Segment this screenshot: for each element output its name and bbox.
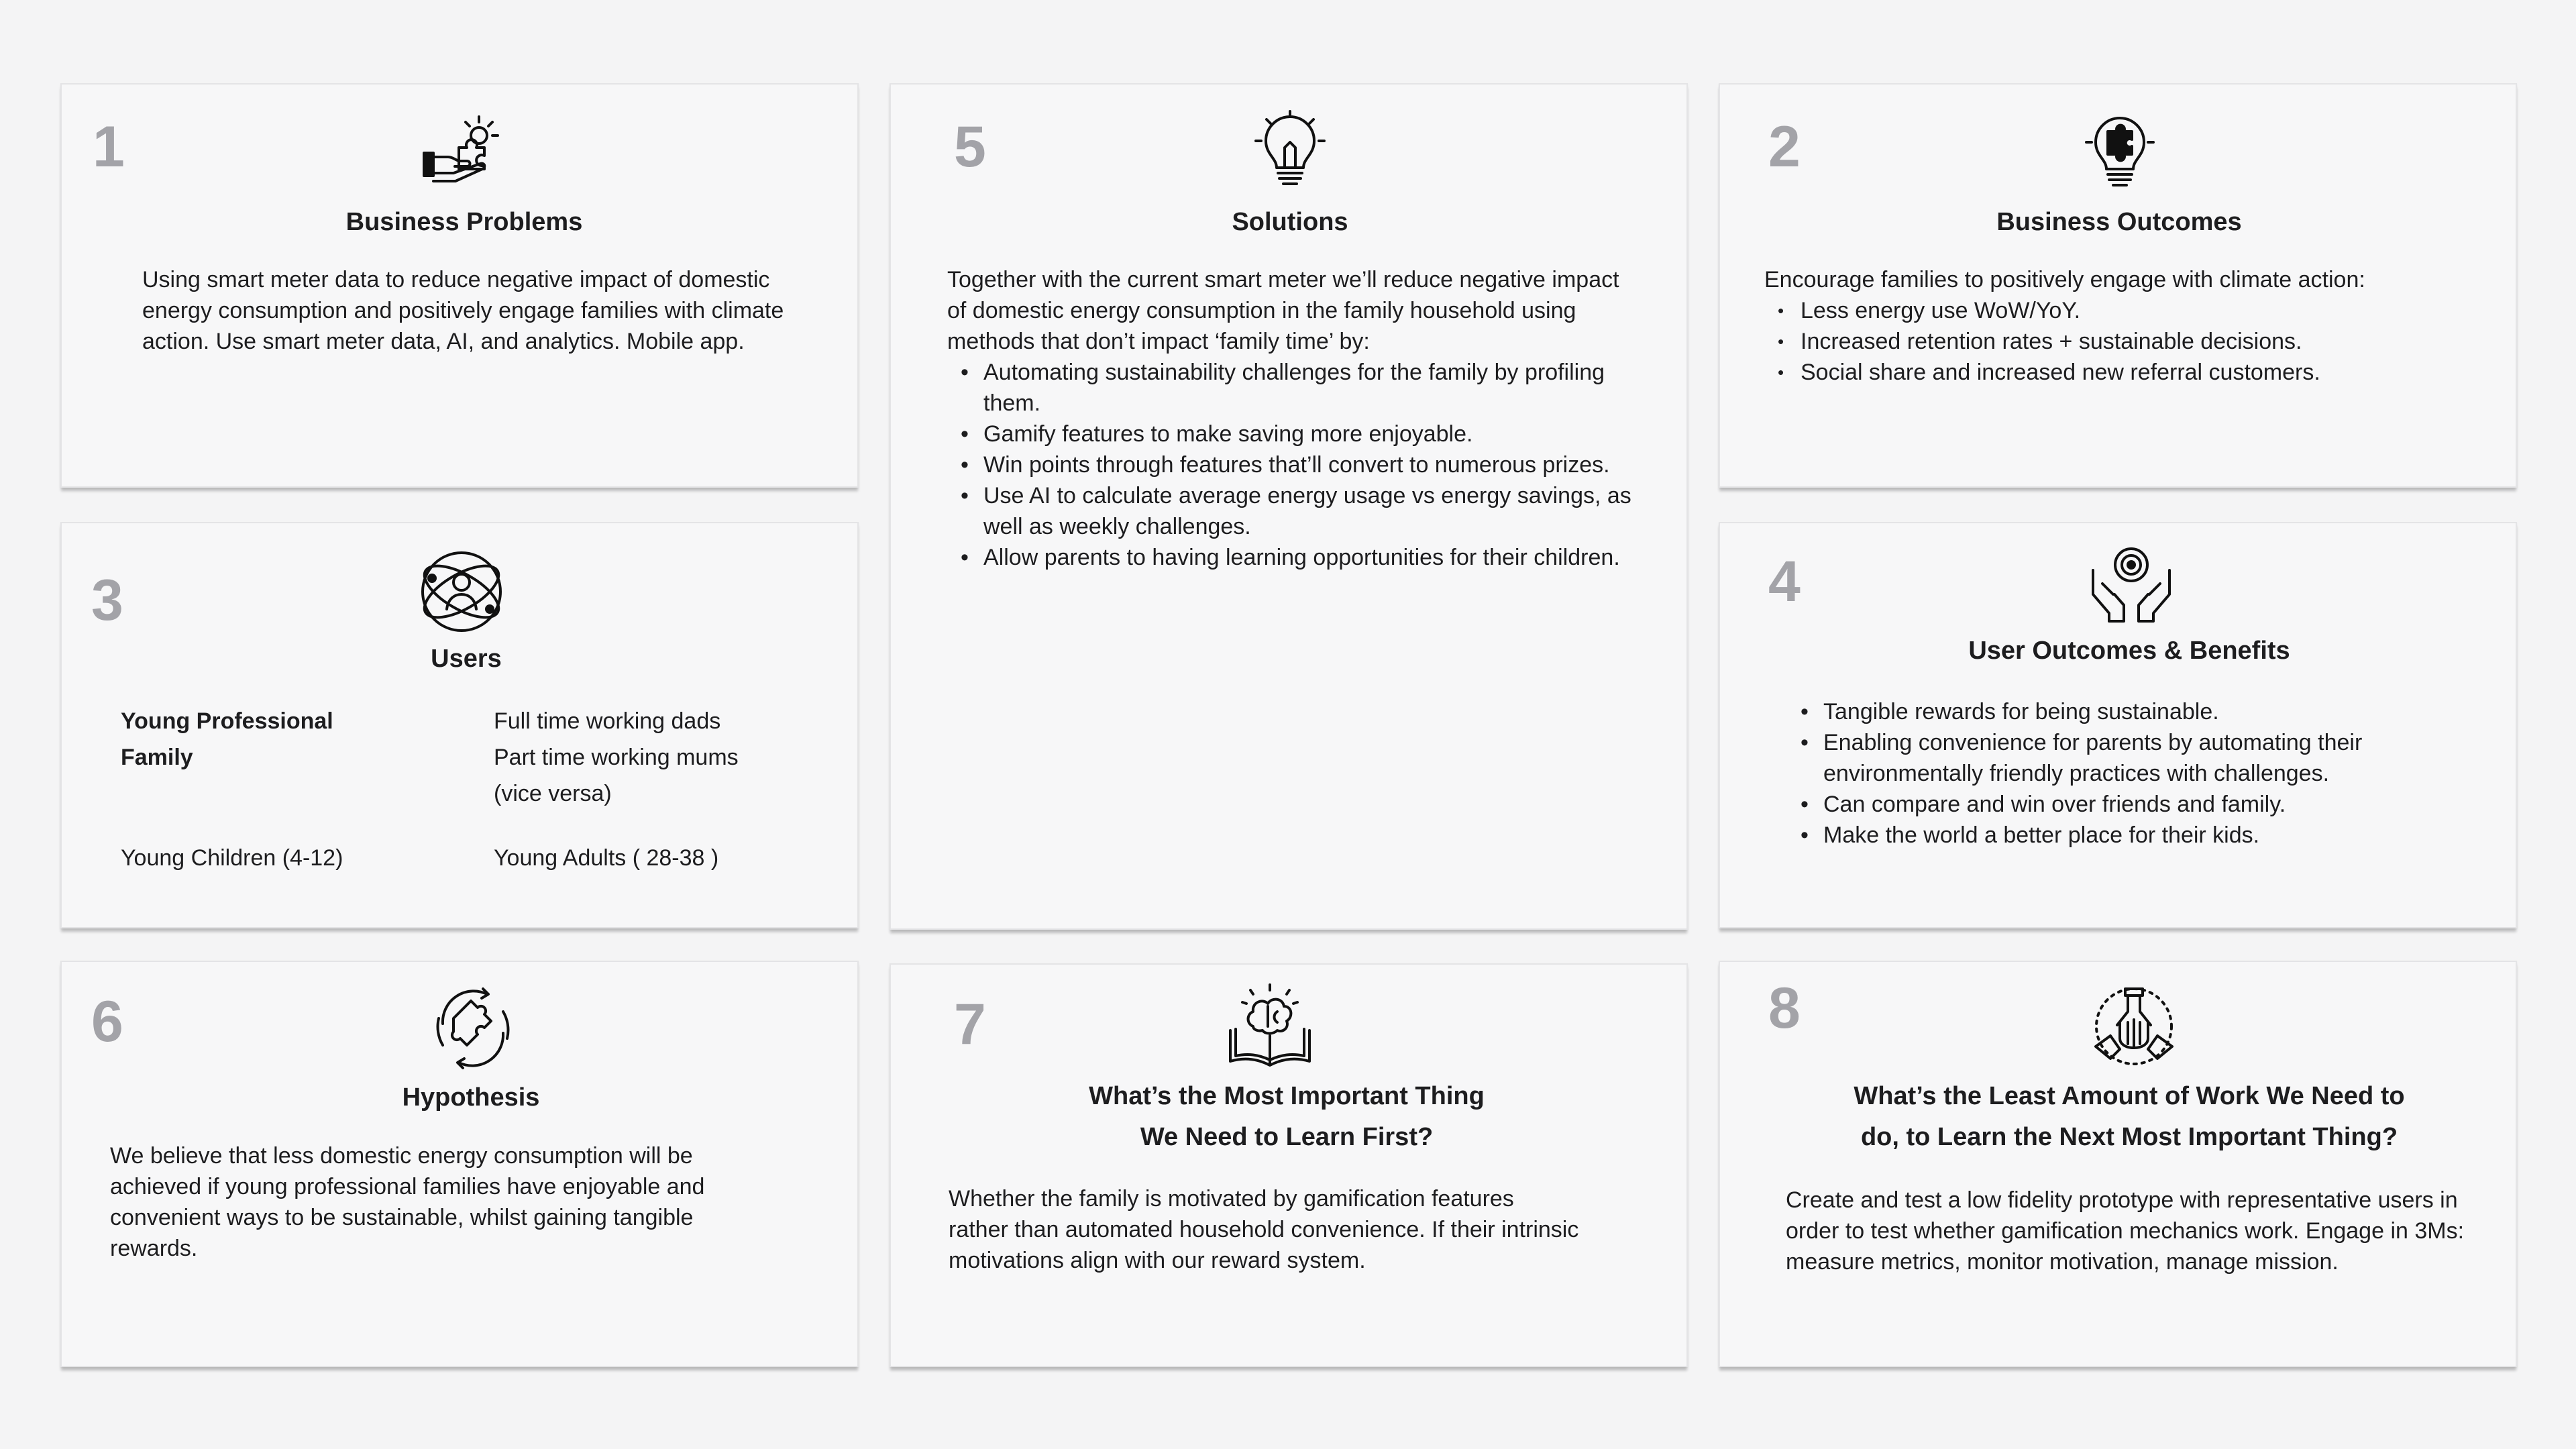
card-text: We believe that less domestic energy consumption will be achieved if young professional families have enjoyable and convenient ways to be sustainable, whilst gaining tangible rewards. [110,1143,705,1261]
card-text: Using smart meter data to reduce negative impact of domestic energy consumption and positively engage families with climate action. Use smart meter data, AI, and analytics. Mobile app. [142,267,784,354]
list-item: • Can compare and win over friends and family. [1787,789,2485,820]
card-title-line: What’s the Least Amount of Work We Need to [1854,1082,2405,1110]
list-item: • Automating sustainability challenges for the family by profiling them. [947,357,1631,419]
card-text: Create and test a low fidelity prototype with representative users in order to test whether gamification mechanics work. Engage in 3Ms: measure metrics, monitor motivation, manage mission. [1786,1187,2465,1275]
card-title: Hypothesis [402,1083,540,1112]
card-number: 6 [91,989,123,1054]
lightbulb-icon [1253,110,1327,191]
solutions-list [947,357,1631,573]
brain-book-icon [1226,982,1313,1069]
hands-flask-icon [2090,985,2178,1072]
card-business-outcomes [1719,83,2517,488]
card-user-outcomes [1719,522,2517,928]
card-title: Business Problems [345,208,583,236]
card-users [60,522,859,928]
list-item: • Enabling convenience for parents by automating their environmentally friendly practices with challenges. [1787,727,2485,789]
outcomes-list [1764,295,2475,388]
user-outcomes-list [1787,696,2485,851]
card-number: 3 [91,568,123,633]
card-title: User Outcomes & Benefits [1968,637,2290,665]
card-title [1720,1076,2518,1158]
solutions-intro: Together with the current smart meter we’ll reduce negative impact of domestic energy consumption in the family household using methods that don’t impact ‘family time’ by: [947,267,1619,354]
card-title-line: We Need to Learn First? [1140,1123,1434,1151]
outcomes-intro: Encourage families to positively engage with climate action: [1764,267,2365,292]
user-role: (vice versa) [494,781,612,806]
user-orbit-icon [415,549,508,636]
card-number: 8 [1768,976,1801,1040]
card-title: Solutions [1232,208,1348,236]
card-title: Business Outcomes [1996,208,2242,236]
card-business-problems [60,83,859,488]
user-segment: Young Professional Family [121,708,333,770]
brain-puzzle-icon [2082,111,2156,192]
list-item: • Allow parents to having learning opportunities for their children. [947,542,1631,573]
list-item: • Social share and increased new referral customers. [1764,357,2475,388]
card-number: 5 [954,115,986,179]
card-least-amount-of-work [1719,961,2517,1367]
card-title [891,1076,1689,1158]
list-item: • Gamify features to make saving more enjoyable. [947,419,1631,449]
list-item: • Win points through features that’ll convert to numerous prizes. [947,449,1631,480]
card-number: 4 [1768,549,1801,614]
card-content [1787,696,2485,851]
user-children: Young Children (4-12) [121,845,343,871]
card-title-line: What’s the Most Important Thing [1089,1082,1485,1110]
card-title: Users [431,645,502,673]
card-most-important-thing [890,963,1688,1367]
user-role: Full time working dads [494,708,721,734]
list-item: • Increased retention rates + sustainable decisions. [1764,326,2475,357]
list-item: • Less energy use WoW/YoY. [1764,295,2475,326]
card-number: 2 [1768,115,1801,179]
card-text: Whether the family is motivated by gamification features rather than automated household convenience. If their intrinsic motivations align with our reward system. [949,1186,1579,1273]
card-content [1764,264,2475,388]
list-item: • Tangible rewards for being sustainable. [1787,696,2485,727]
card-number: 7 [954,992,986,1057]
list-item: • Make the world a better place for their kids. [1787,820,2485,851]
card-title-line: do, to Learn the Next Most Important Thing? [1860,1123,2398,1151]
card-hypothesis [60,961,859,1367]
user-adults: Young Adults ( 28-38 ) [494,845,719,871]
card-number: 1 [93,115,125,179]
user-role: Part time working mums [494,745,739,770]
hand-puzzle-icon [417,111,511,185]
card-content [947,264,1631,573]
card-solutions [890,83,1688,930]
hands-gear-icon [2088,543,2175,624]
list-item: • Use AI to calculate average energy usage vs energy savings, as well as weekly challenges. [947,480,1631,542]
puzzle-arrows-icon [429,985,517,1072]
